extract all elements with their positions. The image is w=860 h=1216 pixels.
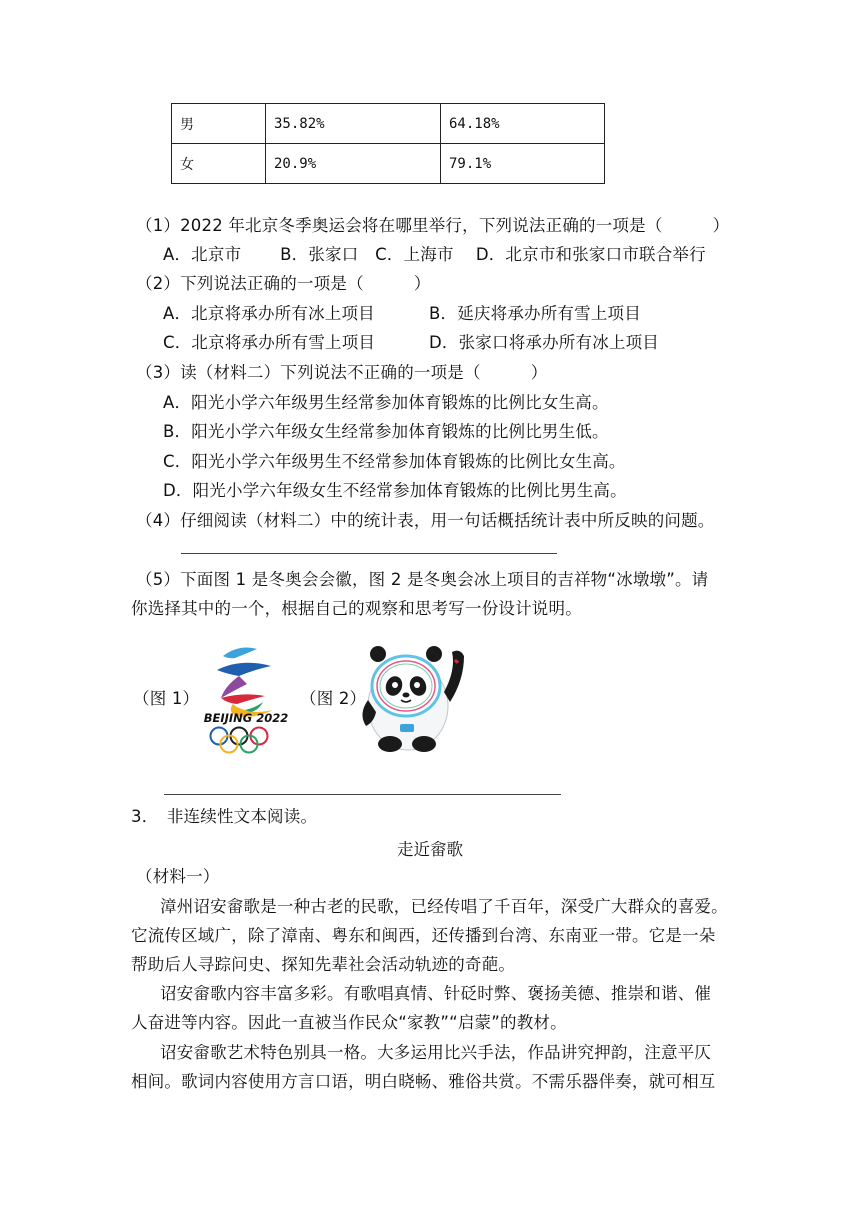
q2-option-c: C．北京将承办所有雪上项目 — [163, 333, 376, 352]
emblem-text: BEIJING 2022 — [203, 711, 289, 725]
q3-stem: （3）读（材料二）下列说法不正确的一项是（ ） — [136, 363, 548, 382]
q5-line2: 你选择其中的一个，根据自己的观察和思考写一份设计说明。 — [131, 599, 582, 618]
answer-blank-q4[interactable] — [181, 553, 557, 554]
article-title: 走近畲歌 — [397, 840, 463, 859]
paragraph3-line2: 相间。歌词内容使用方言口语，明白晓畅、雅俗共赏。不需乐器伴奏，就可相互 — [131, 1072, 716, 1091]
paragraph3-line1: 诏安畲歌艺术特色别具一格。大多运用比兴手法，作品讲究押韵，注意平仄 — [160, 1043, 712, 1062]
q2-option-a: A．北京将承办所有冰上项目 — [163, 304, 375, 323]
bing-dwen-dwen-mascot — [356, 640, 472, 754]
q1-options: A．北京市 B．张家口 C．上海市 D．北京市和张家口市联合举行 — [163, 245, 706, 264]
stats-table — [171, 103, 605, 184]
q3-option-a: A．阳光小学六年级男生经常参加体育锻炼的比例比女生高。 — [163, 393, 609, 412]
table-cell: 79.1% — [441, 144, 605, 184]
paragraph1-line2: 它流传区域广，除了漳南、粤东和闽西，还传播到台湾、东南亚一带。它是一朵 — [131, 926, 716, 945]
material-label: （材料一） — [136, 867, 220, 886]
q3-option-c: C．阳光小学六年级男生不经常参加体育锻炼的比例比女生高。 — [163, 452, 626, 471]
q4-stem: （4）仔细阅读（材料二）中的统计表，用一句话概括统计表中所反映的问题。 — [136, 511, 715, 530]
q2-stem: （2）下列说法正确的一项是（ ） — [136, 274, 431, 293]
paragraph1-line3: 帮助后人寻踪问史、探知先辈社会活动轨迹的奇葩。 — [131, 955, 516, 974]
q5-line1: （5）下面图 1 是冬奥会会徽，图 2 是冬奥会冰上项目的吉祥物“冰墩墩”。请 — [136, 570, 709, 589]
beijing-2022-emblem — [193, 640, 299, 758]
q1-stem: （1）2022 年北京冬季奥运会将在哪里举行，下列说法正确的一项是（ ） — [136, 216, 730, 235]
fig2-label: （图 2） — [300, 689, 367, 708]
section3-heading: 3． 非连续性文本阅读。 — [131, 807, 318, 826]
fig1-label: （图 1） — [133, 689, 200, 708]
q2-option-d: D．张家口将承办所有冰上项目 — [429, 333, 660, 352]
table-cell: 35.82% — [266, 104, 441, 144]
table-row — [172, 104, 605, 144]
q3-option-b: B．阳光小学六年级女生经常参加体育锻炼的比例比男生低。 — [163, 422, 609, 441]
table-row — [172, 144, 605, 184]
answer-blank-q5[interactable] — [164, 794, 561, 795]
q2-option-b: B．延庆将承办所有雪上项目 — [429, 304, 641, 323]
q3-option-d: D．阳光小学六年级女生不经常参加体育锻炼的比例比男生高。 — [163, 481, 627, 500]
table-cell: 20.9% — [266, 144, 441, 184]
table-cell: 男 — [172, 104, 266, 144]
paragraph2-line1: 诏安畲歌内容丰富多彩。有歌唱真情、针砭时弊、褒扬美德、推崇和谐、催 — [160, 984, 712, 1003]
paragraph2-line2: 人奋进等内容。因此一直被当作民众“家教”“启蒙”的教材。 — [131, 1013, 567, 1032]
table-cell: 64.18% — [441, 104, 605, 144]
table-cell: 女 — [172, 144, 266, 184]
paragraph1-line1: 漳州诏安畲歌是一种古老的民歌，已经传唱了千百年，深受广大群众的喜爱。 — [160, 897, 728, 916]
